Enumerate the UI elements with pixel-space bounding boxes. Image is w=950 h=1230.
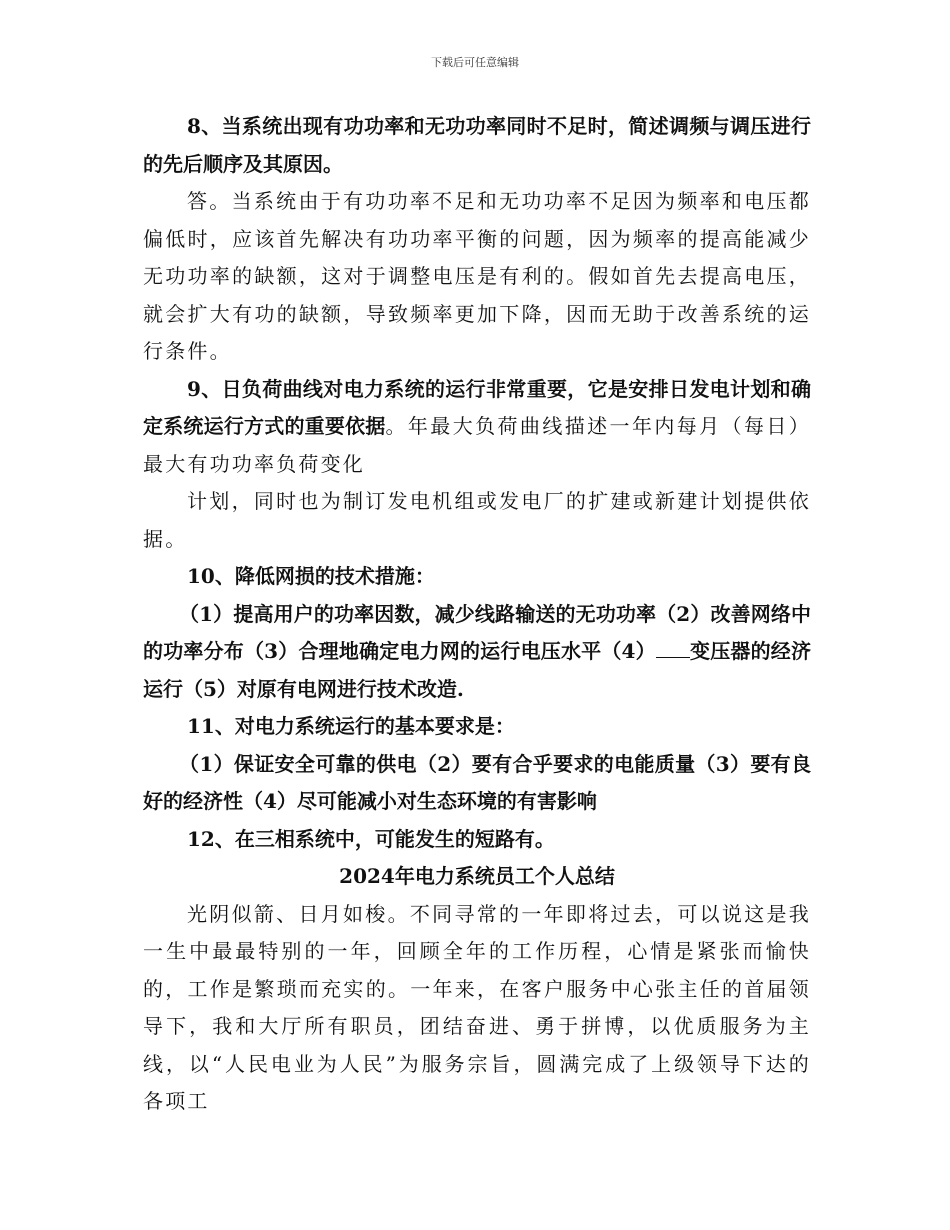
summary-title: 2024年电力系统员工个人总结 [339, 864, 615, 888]
question-8-title: 8、当系统出现有功功率和无功功率同时不足时，简述调频与调压进行的先后顺序及其原因。 [143, 114, 811, 176]
question-11-title: 11、对电力系统运行的基本要求是： [187, 714, 515, 738]
fill-blank [656, 639, 690, 658]
question-10-body-after: 变压器的经济运行（5）对原有电网进行技术改造. [143, 639, 811, 701]
question-12-title: 12、在三相系统中，可能发生的短路有。 [187, 826, 555, 851]
summary-paragraph: 光阴似箭、日月如梭。不同寻常的一年即将过去，可以说这是我一生中最最特别的一年，回顾全年的工作历程，心情是紧张而愉快的，工作是繁琐而充实的。一年来，在客户服务中心张主任的首届领导下，我和大厅所有职员，团结奋进、勇于拼博，以优质服务为主线，以“人民电业为人民”为服务宗旨，圆满完成了上级领导下达的各项工 [143, 901, 811, 1113]
question-9-bold: 9、日负荷曲线对电力系统的运行非常重要，它是安排日发电计划和确定系统运行方式的重要依据 [143, 376, 811, 438]
question-9 [143, 371, 811, 484]
question-8-answer: 答。当系统由于有功功率不足和无功功率不足因为频率和电压都偏低时，应该首先解决有功功率平衡的问题，因为频率的提高能减少无功功率的缺额，这对于调整电压是有利的。假如首先去提高电压，就会扩大有功的缺额，导致频率更加下降，因而无助于改善系统的运行条件。 [143, 189, 811, 363]
question-11-body: （1）保证安全可靠的供电（2）要有合乎要求的电能质量（3）要有良好的经济性（4）尽可能减小对生态环境的有害影响 [143, 751, 811, 813]
document-body [143, 108, 811, 1121]
question-9-continued: 计划，同时也为制订发电机组或发电厂的扩建或新建计划提供依据。 [143, 489, 811, 551]
question-10-body [143, 596, 811, 709]
question-10-title: 10、降低网损的技术措施： [187, 564, 435, 588]
question-9-normal: 。年最大负荷曲线描述一年内每月（每日）最大有功功率负荷变化 [143, 414, 811, 476]
question-10-body-before: （1）提高用户的功率因数，减少线路输送的无功功率（2）改善网络中的功率分布（3）合理地确定电力网的运行电压水平（4） [143, 601, 811, 663]
page-header: 下载后可任意编辑 [431, 56, 519, 69]
